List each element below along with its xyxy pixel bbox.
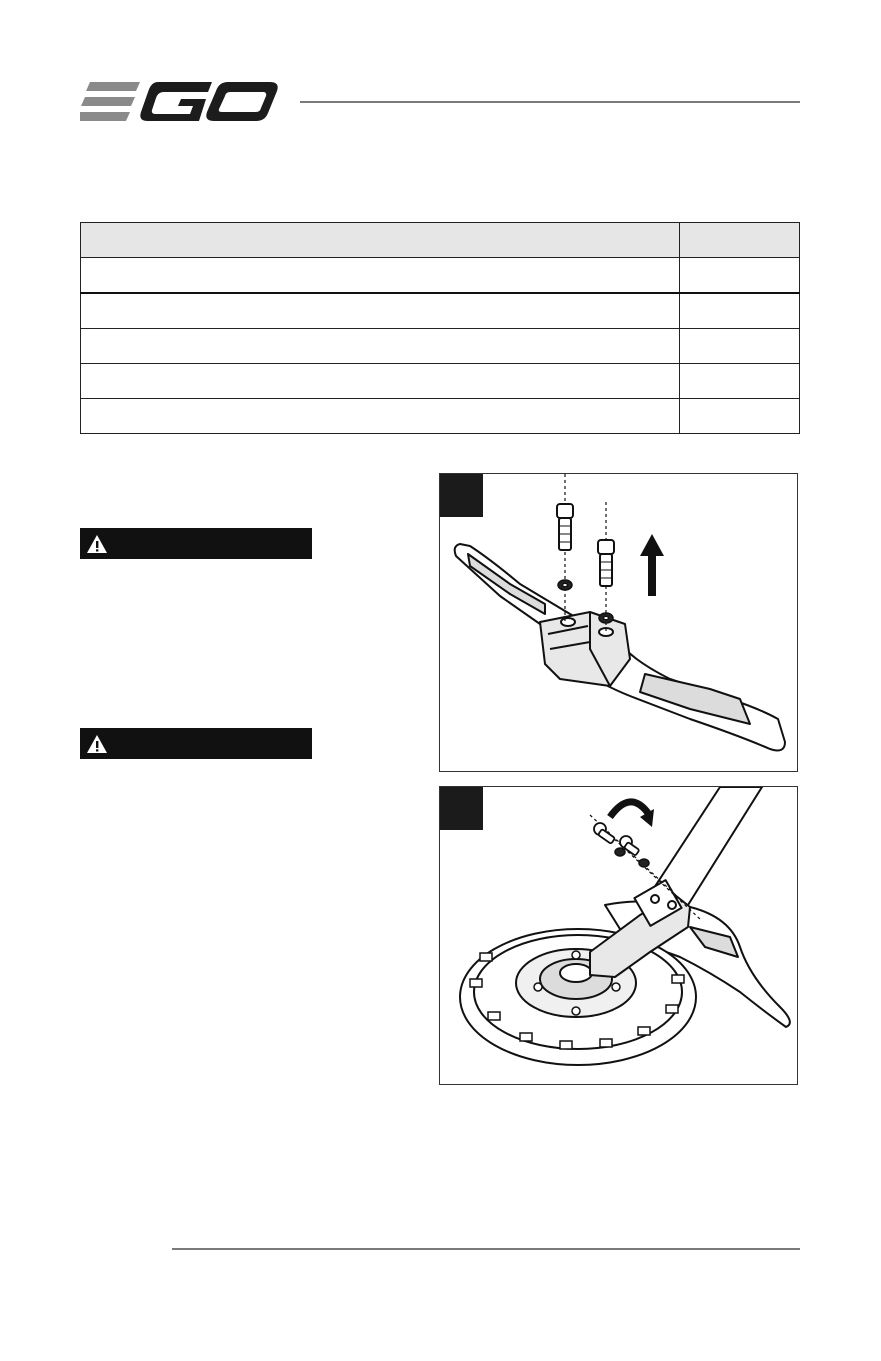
logo-e-mark	[80, 82, 140, 121]
figure-label	[440, 474, 483, 517]
up-arrow-icon	[640, 534, 664, 596]
warning-bar	[80, 528, 312, 559]
table-cell-description	[81, 399, 680, 434]
logo-g-mark	[140, 82, 212, 121]
guard-icon	[455, 544, 785, 750]
bolt-icon	[557, 504, 573, 550]
table-cell-quantity	[680, 329, 800, 364]
head-attachment-illustration	[440, 787, 798, 1085]
footer-rule	[172, 1248, 800, 1250]
table-row	[81, 364, 800, 399]
ego-logo	[80, 80, 280, 124]
header-rule	[300, 101, 800, 103]
figure-guard-removal	[439, 473, 798, 772]
guard-removal-illustration	[440, 474, 798, 772]
table-cell-description	[81, 329, 680, 364]
table-header-quantity	[680, 223, 800, 258]
figure-label	[440, 787, 483, 830]
table-cell-quantity	[680, 399, 800, 434]
table-cell-quantity	[680, 293, 800, 329]
table-row	[81, 258, 800, 294]
warning-triangle-icon	[86, 734, 108, 754]
table-cell-description	[81, 258, 680, 294]
table-row	[81, 329, 800, 364]
table-header-description	[81, 223, 680, 258]
table-cell-description	[81, 293, 680, 329]
washer-icon	[599, 613, 613, 623]
table-row	[81, 293, 800, 329]
table-cell-description	[81, 364, 680, 399]
table-cell-quantity	[680, 364, 800, 399]
table-header-row	[81, 223, 800, 258]
figure-head-attachment	[439, 786, 798, 1085]
screw-icon	[594, 823, 615, 844]
bolt-icon	[598, 540, 614, 586]
trimmer-head-icon	[460, 929, 696, 1065]
logo-o-mark	[206, 82, 277, 121]
rotate-arrow-icon	[610, 802, 654, 827]
table-cell-quantity	[680, 258, 800, 294]
warning-bar	[80, 728, 312, 759]
washer-icon	[558, 580, 572, 590]
warning-triangle-icon	[86, 534, 108, 554]
table-row	[81, 399, 800, 434]
parts-table	[80, 222, 800, 434]
